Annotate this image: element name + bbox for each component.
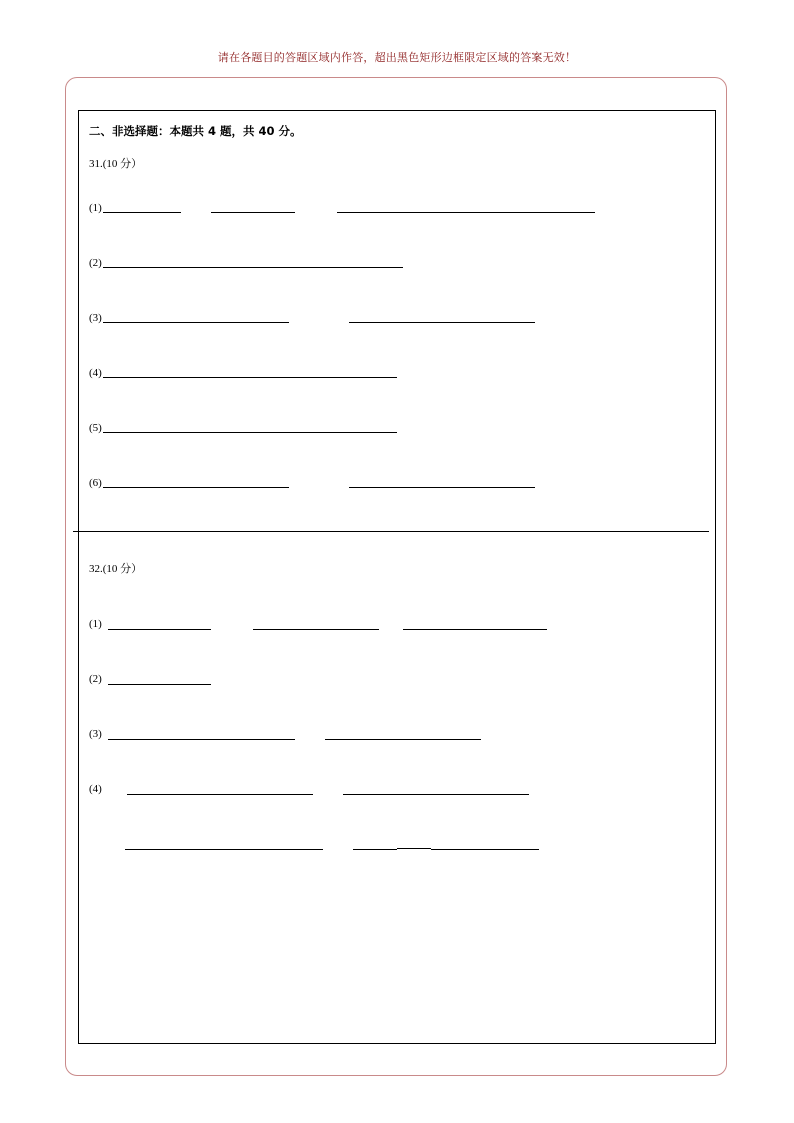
- q31-part-3-label: (3): [89, 312, 102, 324]
- q32-part-2-label: (2): [89, 673, 102, 685]
- q32-4-blank-e[interactable]: [397, 848, 431, 849]
- q31-part-4-label: (4): [89, 367, 102, 379]
- q31-4-blank-a[interactable]: [103, 377, 397, 378]
- q32-4-blank-f[interactable]: [431, 849, 539, 850]
- q31-1-blank-b[interactable]: [211, 212, 295, 213]
- q32-4-blank-c[interactable]: [125, 849, 323, 850]
- q32-3-blank-b[interactable]: [325, 739, 481, 740]
- q32-1-blank-b[interactable]: [253, 629, 379, 630]
- q32-part-1-label: (1): [89, 618, 102, 630]
- q32-heading: 32.(10 分）: [89, 563, 143, 575]
- answer-area-warning: 请在各题目的答题区域内作答，超出黑色矩形边框限定区域的答案无效！: [217, 51, 577, 64]
- q31-2-blank-a[interactable]: [103, 267, 403, 268]
- q31-6-blank-b[interactable]: [349, 487, 535, 488]
- q31-5-blank-a[interactable]: [103, 432, 397, 433]
- q31-part-1-label: (1): [89, 202, 102, 214]
- question-divider: [73, 531, 709, 532]
- q31-part-2-label: (2): [89, 257, 102, 269]
- q32-3-blank-a[interactable]: [108, 739, 295, 740]
- q32-part-3-label: (3): [89, 728, 102, 740]
- q31-heading: 31.(10 分）: [89, 158, 143, 170]
- section-title: 二、非选择题：本题共 4 题，共 40 分。: [89, 124, 302, 138]
- q31-6-blank-a[interactable]: [103, 487, 289, 488]
- q32-4-blank-b[interactable]: [343, 794, 529, 795]
- q32-2-blank-a[interactable]: [108, 684, 211, 685]
- q31-part-5-label: (5): [89, 422, 102, 434]
- q32-part-4-label: (4): [89, 783, 102, 795]
- q31-3-blank-a[interactable]: [103, 322, 289, 323]
- q32-1-blank-a[interactable]: [108, 629, 211, 630]
- answer-region-box: [78, 110, 716, 1044]
- q32-4-blank-a[interactable]: [127, 794, 313, 795]
- q31-1-blank-c[interactable]: [337, 212, 595, 213]
- q32-1-blank-c[interactable]: [403, 629, 547, 630]
- q31-part-6-label: (6): [89, 477, 102, 489]
- q31-3-blank-b[interactable]: [349, 322, 535, 323]
- q31-1-blank-a[interactable]: [103, 212, 181, 213]
- q32-4-blank-d[interactable]: [353, 849, 397, 850]
